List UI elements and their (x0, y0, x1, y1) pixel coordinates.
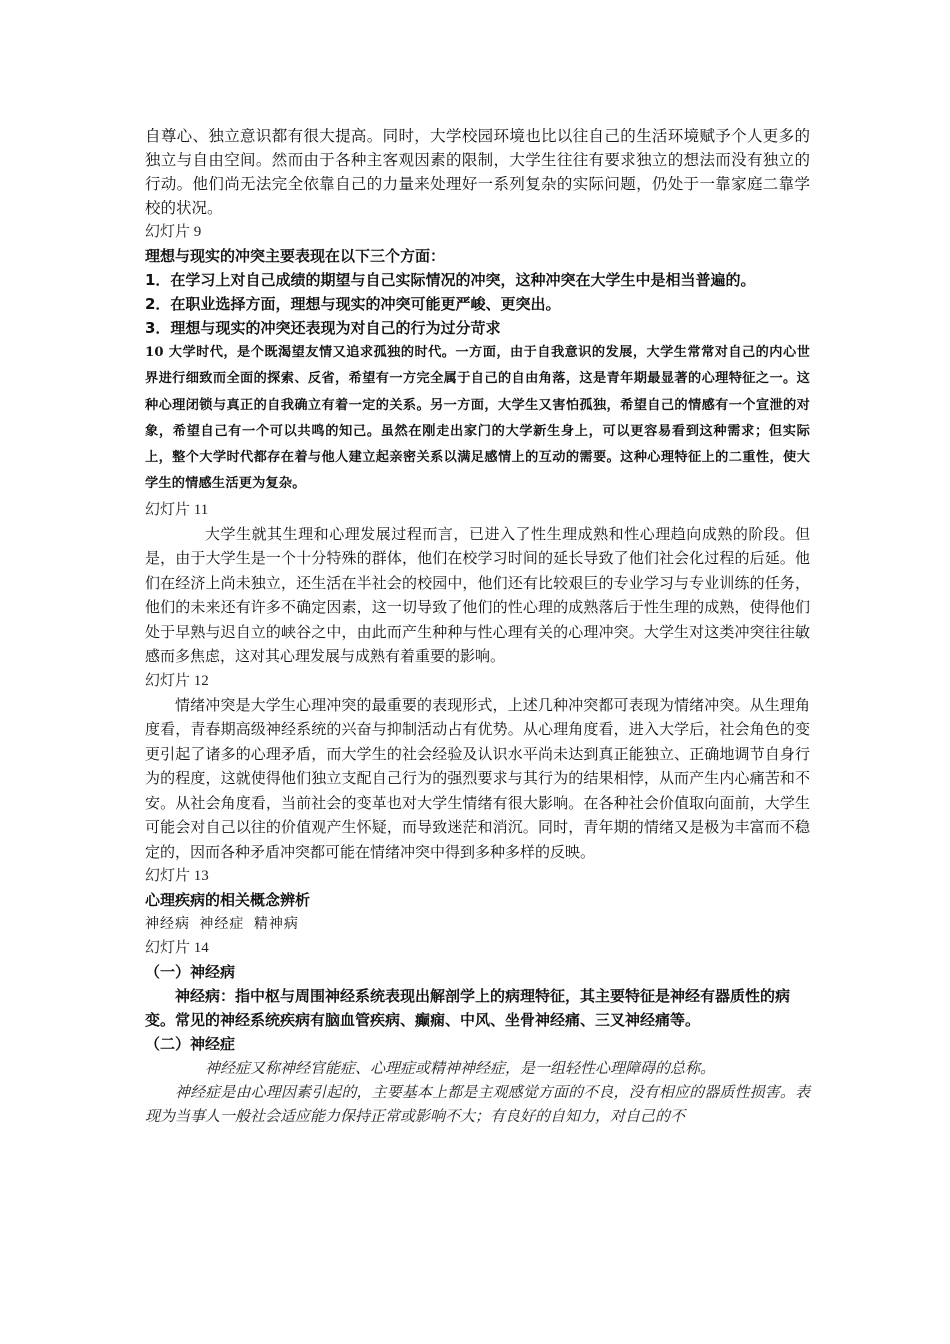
slide-12-paragraph: 情绪冲突是大学生心理冲突的最重要的表现形式，上述几种冲突都可表现为情绪冲突。从生理角度看，青春期高级神经系统的兴奋与抑制活动占有优势。从心理角度看，进入大学后，社会角色的变更引起了诸多的心理矛盾，而大学生的社会经验及认识水平尚未达到真正能独立、正确地调节自身行为的程度，这就使得他们独立支配自己行为的强烈要求与其行为的结果相悖，从而产生内心痛苦和不安。从社会角度看，当前社会的变革也对大学生情绪有很大影响。在各种社会价值取向面前，大学生可能会对自己以往的价值观产生怀疑，而导致迷茫和消沉。同时，青年期的情绪又是极为丰富而不稳定的，因而各种矛盾冲突都可能在情绪冲突中得到多种多样的反映。 (145, 695, 810, 861)
slide-9-heading: 理想与现实的冲突主要表现在以下三个方面： (145, 247, 446, 265)
section-2-paragraph-1: 神经症又称神经官能症、心理症或精神神经症，是一组轻性心理障碍的总称。 (205, 1059, 716, 1078)
section-1-paragraph: 神经病：指中枢与周围神经系统表现出解剖学上的病理特征，其主要特征是神经有器质性的病变。常见的神经系统疾病有脑血管疾病、癫痫、中风、坐骨神经痛、三叉神经痛等。 (145, 987, 791, 1030)
slide-9-item-2: 2．在职业选择方面，理想与现实的冲突可能更严峻、更突出。 (145, 295, 561, 313)
slide-13-terms: 神经病 神经症 精神病 (145, 916, 299, 933)
section-2-paragraph-2: 神经症是由心理因素引起的，主要基本上都是主观感觉方面的不良，没有相应的器质性损害。表现为当事人一般社会适应能力保持正常或影响不大；有良好的自知力，对自己的不 (145, 1083, 810, 1126)
slide-13-label: 幻灯片 13 (145, 868, 209, 885)
slide-12-label: 幻灯片 12 (145, 672, 209, 689)
section-1-heading: （一）神经病 (145, 963, 236, 982)
intro-paragraph: 自尊心、独立意识都有很大提高。同时，大学校园环境也比以往自己的生活环境赋予个人更多的独立与自由空间。然而由于各种主客观因素的限制，大学生往往有要求独立的想法而没有独立的行动。他们尚无法完全依靠自己的力量来处理好一系列复杂的实际问题，仍处于一靠家庭二靠学校的状况。 (145, 127, 810, 217)
slide-9-label: 幻灯片 9 (145, 224, 202, 240)
slide-10-paragraph: 10 大学时代，是个既渴望友情又追求孤独的时代。一方面，由于自我意识的发展，大学生常常对自己的内心世界进行细致而全面的探索、反省，希望有一方完全属于自己的自由角落，这是青年期最显著的心理特征之一。这种心理闭锁与真正的自我确立有着一定的关系。另一方面，大学生又害怕孤独，希望自己的情感有一个宣泄的对象，希望自己有一个可以共鸣的知己。虽然在刚走出家门的大学新生身上，可以更容易看到这种需求；但实际上，整个大学时代都存在着与他人建立起亲密关系以满足感情上的互动的需要。这种心理特征上的二重性，使大学生的情感生活更为复杂。 (145, 345, 810, 492)
slide-13-heading: 心理疾病的相关概念辨析 (145, 891, 311, 910)
slide-9-item-1: 1．在学习上对自己成绩的期望与自己实际情况的冲突，这种冲突在大学生中是相当普遍的。 (145, 271, 756, 289)
slide-9-item-3: 3．理想与现实的冲突还表现为对自己的行为过分苛求 (145, 319, 501, 337)
document-page (145, 124, 810, 1128)
slide-11-label: 幻灯片 11 (145, 501, 209, 518)
section-2-heading: （二）神经症 (145, 1035, 236, 1054)
slide-14-label: 幻灯片 14 (145, 940, 209, 957)
slide-11-paragraph: 大学生就其生理和心理发展过程而言，已进入了性生理成熟和性心理趋向成熟的阶段。但是，由于大学生是一个十分特殊的群体，他们在校学习时间的延长导致了他们社会化过程的后延。他们在经济上尚未独立，还生活在半社会的校园中，他们还有比较艰巨的专业学习与专业训练的任务，他们的未来还有许多不确定因素，这一切导致了他们的性心理的成熟落后于性生理的成熟，使得他们处于早熟与迟自立的峡谷之中，由此而产生种种与性心理有关的心理冲突。大学生对这类冲突往往敏感而多焦虑，这对其心理发展与成熟有着重要的影响。 (145, 524, 810, 666)
